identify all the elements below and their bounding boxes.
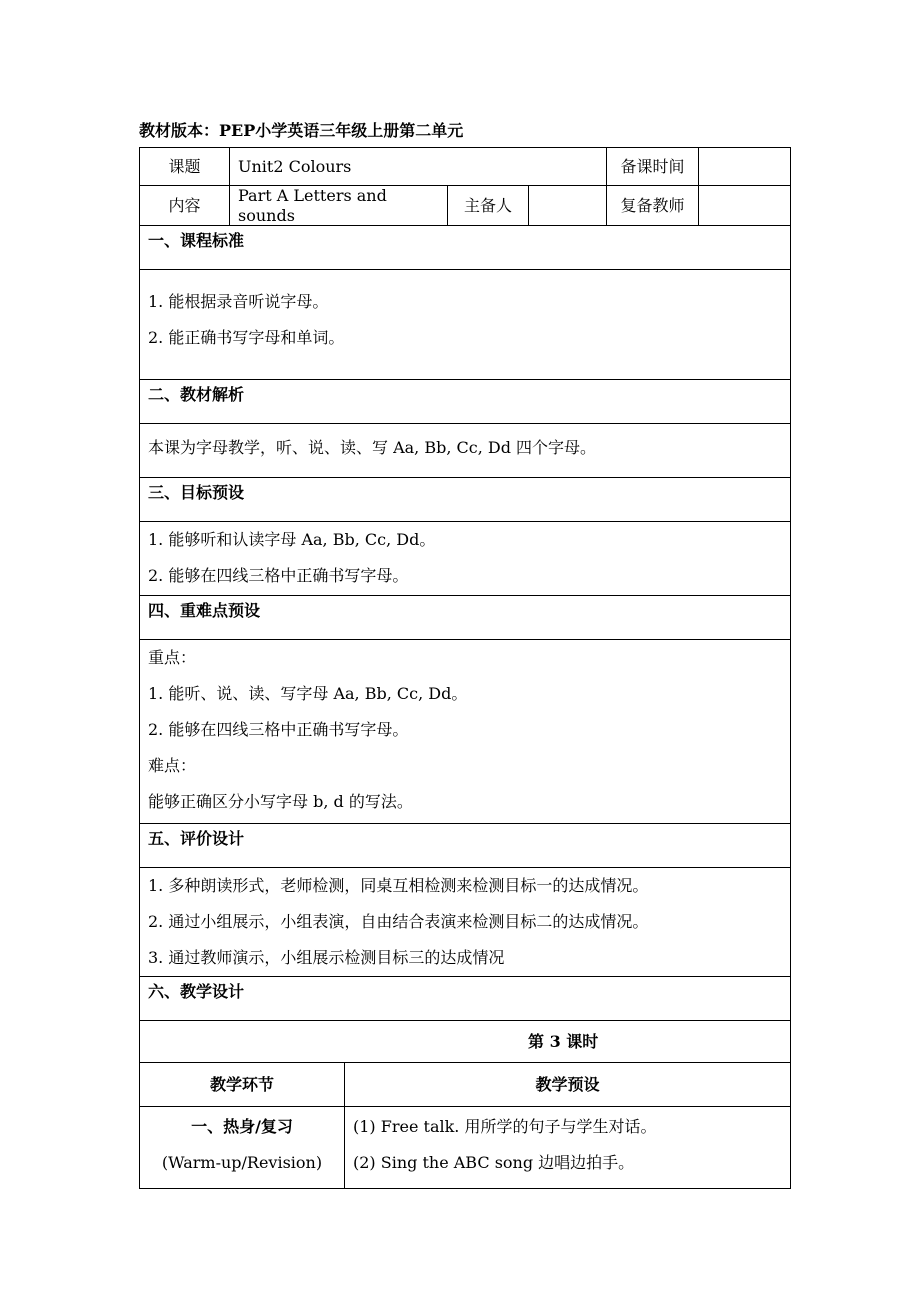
text-line: 1. 能听、说、读、写字母 Aa, Bb, Cc, Dd。	[148, 684, 468, 703]
section-design-title: 六、教学设计	[140, 977, 791, 1021]
content-label: 内容	[140, 186, 230, 226]
page-title: 教材版本：PEP小学英语三年级上册第二单元	[139, 121, 464, 140]
section-keypoints-body	[140, 640, 791, 824]
lesson-number: 第 3 课时	[140, 1021, 791, 1063]
stage-warmup-subtitle: (Warm-up/Revision)	[161, 1153, 323, 1172]
lesson-plan-table	[139, 147, 791, 1189]
design-row-warmup	[140, 1107, 791, 1189]
subject-label: 课题	[140, 148, 230, 186]
review-value	[699, 186, 791, 226]
prep-time-value	[699, 148, 791, 186]
section-standard-body	[140, 270, 791, 380]
text-line: (1) Free talk. 用所学的句子与学生对话。	[353, 1117, 657, 1136]
section-goals-title: 三、目标预设	[140, 478, 791, 522]
lead-label: 主备人	[448, 186, 529, 226]
text-line: 1. 能根据录音听说字母。	[148, 292, 329, 311]
design-header-row	[140, 1063, 791, 1107]
stage-warmup	[140, 1107, 345, 1189]
section-evaluation-body	[140, 868, 791, 977]
section-standard-title: 一、课程标准	[140, 226, 791, 270]
col-stage-header: 教学环节	[140, 1063, 345, 1107]
section-analysis-body	[140, 424, 791, 478]
prep-time-label: 备课时间	[607, 148, 699, 186]
content-value: Part A Letters and sounds	[230, 186, 448, 226]
header-row-content	[140, 186, 791, 226]
plan-warmup	[345, 1107, 791, 1189]
section-keypoints-title: 四、重难点预设	[140, 596, 791, 640]
text-line: 2. 能正确书写字母和单词。	[148, 328, 345, 347]
text-line: (2) Sing the ABC song 边唱边拍手。	[353, 1153, 635, 1172]
text-line: 难点：	[148, 756, 197, 775]
section-analysis-title: 二、教材解析	[140, 380, 791, 424]
text-line: 2. 能够在四线三格中正确书写字母。	[148, 566, 409, 585]
review-label: 复备教师	[607, 186, 699, 226]
text-line: 本课为字母教学，听、说、读、写 Aa, Bb, Cc, Dd 四个字母。	[148, 438, 597, 457]
text-line: 3. 通过教师演示，小组展示检测目标三的达成情况	[148, 948, 505, 967]
lead-value	[529, 186, 607, 226]
header-row-subject	[140, 148, 791, 186]
section-evaluation-title: 五、评价设计	[140, 824, 791, 868]
col-plan-header: 教学预设	[345, 1063, 791, 1107]
subject-value: Unit2 Colours	[230, 148, 607, 186]
text-line: 重点：	[148, 648, 197, 667]
text-line: 1. 能够听和认读字母 Aa, Bb, Cc, Dd。	[148, 530, 436, 549]
text-line: 2. 通过小组展示，小组表演，自由结合表演来检测目标二的达成情况。	[148, 912, 649, 931]
text-line: 2. 能够在四线三格中正确书写字母。	[148, 720, 409, 739]
text-line: 能够正确区分小写字母 b, d 的写法。	[148, 792, 413, 811]
text-line: 1. 多种朗读形式，老师检测，同桌互相检测来检测目标一的达成情况。	[148, 876, 649, 895]
stage-warmup-title: 一、热身/复习	[191, 1117, 293, 1136]
section-goals-body	[140, 522, 791, 596]
